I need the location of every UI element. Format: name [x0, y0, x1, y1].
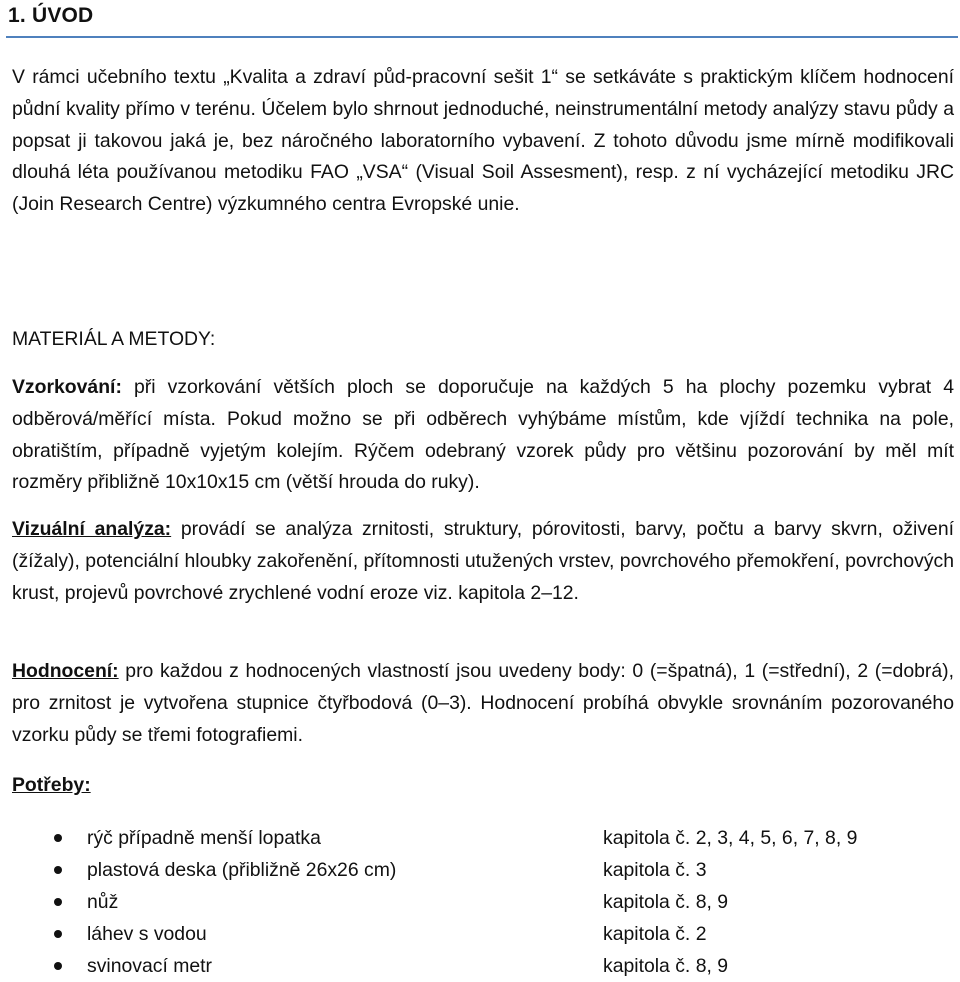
list-item [0, 950, 960, 982]
intro-paragraph: V rámci učebního textu „Kvalita a zdraví půd-pracovní sešit 1“ se setkáváte s praktickým klíčem hodnocení půdní kvality přímo v terénu. Účelem bylo shrnout jednoduché, neinstrumentální metody analýzy stavu půdy a popsat ji takovou jaká je, bez náročného laboratorního vybavení. Z tohoto důvodu jsme mírně modifikovali dlouhá léta používanou metodiku FAO „VSA“ (Visual Soil Assesment), resp. z ní vycházející metodiku JRC (Join Research Centre) výzkumného centra Evropské unie. [12, 66, 954, 216]
bullet-icon [54, 962, 62, 970]
needs-item-name: svinovací metr [87, 955, 212, 977]
chapter-heading: 1. ÚVOD [8, 4, 94, 27]
bullet-icon [54, 898, 62, 906]
needs-item-chapter: kapitola č. 3 [603, 859, 707, 881]
methods-section-title: MATERIÁL A METODY: [12, 328, 216, 350]
needs-item-name: rýč případně menší lopatka [87, 827, 321, 849]
visual-analysis-text: provádí se analýza zrnitosti, struktury, pórovitosti, barvy, počtu a barvy skvrn, oživení (žížaly), potenciální hloubky zakořenění, přítomnosti utužených vrstev, povrchového přemokření, povrchových krust, projevů povrchové zrychlené vodní eroze viz. kapitola 2–12. [12, 518, 954, 604]
list-item [0, 918, 960, 950]
bullet-icon [54, 866, 62, 874]
bullet-icon [54, 930, 62, 938]
visual-analysis-label: Vizuální analýza: [12, 518, 172, 540]
needs-item-chapter: kapitola č. 8, 9 [603, 955, 729, 977]
needs-item-name: plastová deska (přibližně 26x26 cm) [87, 859, 397, 881]
sampling-label: Vzorkování: [12, 376, 122, 398]
needs-item-name: láhev s vodou [87, 923, 207, 945]
needs-item-chapter: kapitola č. 2, 3, 4, 5, 6, 7, 8, 9 [603, 827, 858, 849]
visual-analysis-paragraph [12, 514, 954, 609]
needs-title: Potřeby: [12, 774, 91, 796]
list-item [0, 886, 960, 918]
sampling-paragraph [12, 372, 954, 499]
needs-item-name: nůž [87, 891, 119, 913]
needs-item-chapter: kapitola č. 8, 9 [603, 891, 729, 913]
needs-item-chapter: kapitola č. 2 [603, 923, 707, 945]
list-item [0, 822, 960, 854]
bullet-icon [54, 834, 62, 842]
heading-underline-rule [6, 36, 958, 38]
evaluation-text: pro každou z hodnocených vlastností jsou uvedeny body: 0 (=špatná), 1 (=střední), 2 (=dobrá), pro zrnitost je vytvořena stupnice čtyřbodová (0–3). Hodnocení probíhá obvykle srovnáním pozorovaného vzorku půdy se třemi fotografiemi. [12, 660, 954, 746]
needs-list [0, 822, 960, 982]
list-item [0, 854, 960, 886]
sampling-text: při vzorkování větších ploch se doporučuje na každých 5 ha plochy pozemku vybrat 4 odběrová/měřící místa. Pokud možno se při odběrech vyhýbáme místům, kde vjíždí technika na pole, obratištím, případně vyjetým kolejím. Rýčem odebraný vzorek půdy pro většinu pozorování by měl mít rozměry přibližně 10x10x15 cm (větší hrouda do ruky). [12, 376, 954, 494]
evaluation-paragraph [12, 656, 954, 751]
evaluation-label: Hodnocení: [12, 660, 119, 682]
